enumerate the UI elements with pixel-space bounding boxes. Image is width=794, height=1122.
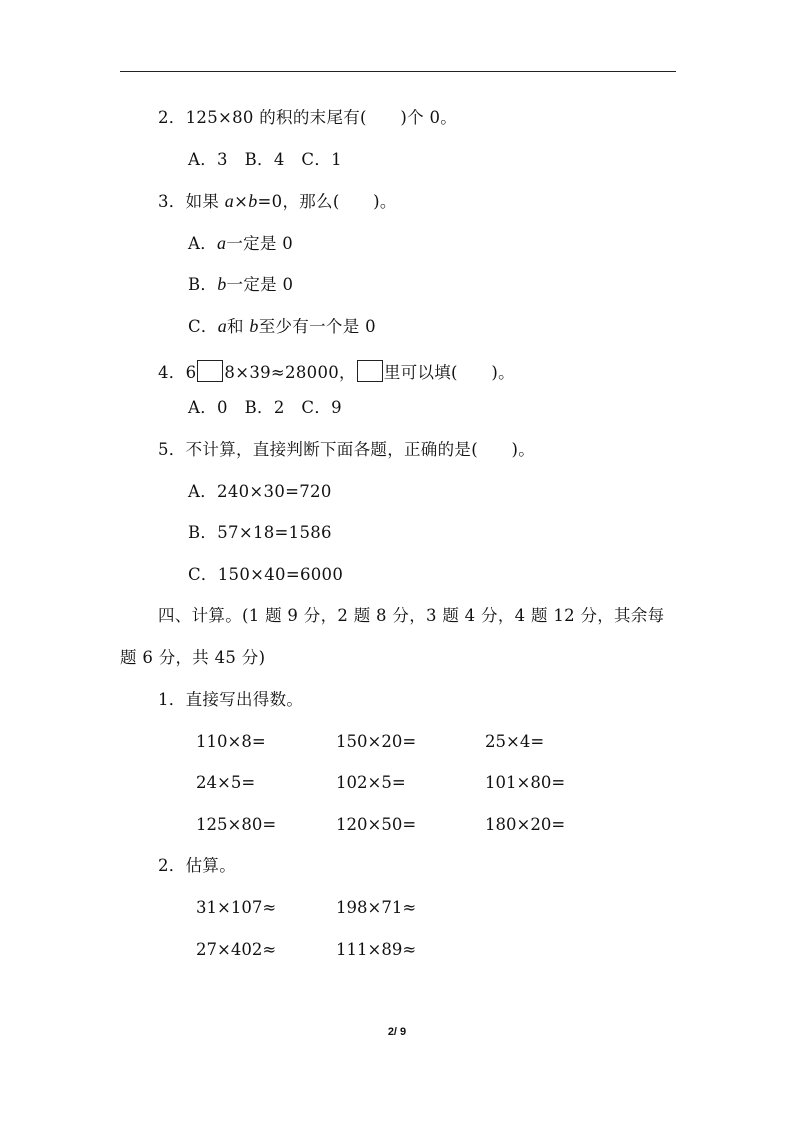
question-2: 2．125×80 的积的末尾有( )个 0。 xyxy=(158,108,458,127)
variable-b: b xyxy=(217,274,227,294)
page-number: 2/ 9 xyxy=(387,1026,407,1038)
calc-item: 125×80= xyxy=(196,815,277,834)
question-4-part2: 8×39≈28000， xyxy=(224,363,356,382)
times-sign: × xyxy=(234,192,249,211)
variable-b: b xyxy=(249,316,259,336)
question-2-options: A．3 B．4 C．1 xyxy=(188,150,342,169)
question-4-part3: 里可以填( )。 xyxy=(383,363,515,382)
question-3-prefix: 3．如果 xyxy=(158,192,225,211)
estimate-item: 27×402≈ xyxy=(196,940,277,959)
calc-1-title: 1．直接写出得数。 xyxy=(158,690,304,709)
blank-box xyxy=(197,360,223,382)
question-5-option-a: A．240×30=720 xyxy=(188,482,332,501)
question-4-part1: 4．6 xyxy=(158,363,197,382)
variable-a: a xyxy=(224,191,235,211)
calc-item: 180×20= xyxy=(485,815,566,834)
question-4 xyxy=(158,360,515,383)
question-4-options: A．0 B．2 C．9 xyxy=(188,398,342,417)
variable-a: a xyxy=(217,316,228,336)
estimate-item: 31×107≈ xyxy=(196,898,277,917)
question-5-option-b: B．57×18=1586 xyxy=(188,523,332,542)
variable-b: b xyxy=(248,191,258,211)
question-5-option-c: C．150×40=6000 xyxy=(188,565,344,584)
question-3 xyxy=(158,191,397,212)
question-3-option-a xyxy=(188,233,293,254)
calc-item: 110×8= xyxy=(196,732,266,751)
calc-item: 120×50= xyxy=(336,815,417,834)
calc-item: 102×5= xyxy=(336,773,406,792)
option-label: A． xyxy=(188,234,218,253)
option-text: 至少有一个是 0 xyxy=(258,317,376,336)
question-3-suffix: =0，那么( )。 xyxy=(257,192,397,211)
calc-item: 150×20= xyxy=(336,732,417,751)
blank-box xyxy=(357,360,383,382)
estimate-item: 111×89≈ xyxy=(336,940,417,959)
question-3-option-b xyxy=(188,274,293,295)
option-text: 一定是 0 xyxy=(226,234,294,253)
option-text: 一定是 0 xyxy=(226,275,294,294)
calc-item: 101×80= xyxy=(485,773,566,792)
option-label: C． xyxy=(188,317,218,336)
calc-item: 25×4= xyxy=(485,732,545,751)
calc-2-title: 2．估算。 xyxy=(158,856,236,875)
option-text: 和 xyxy=(227,317,250,336)
variable-a: a xyxy=(217,233,227,253)
question-3-option-c xyxy=(188,316,376,337)
option-label: B． xyxy=(188,275,218,294)
section-4-heading-line2: 题 6 分，共 45 分) xyxy=(120,648,266,667)
question-5: 5．不计算，直接判断下面各题，正确的是( )。 xyxy=(158,440,536,459)
header-rule xyxy=(120,71,676,72)
calc-item: 24×5= xyxy=(196,773,256,792)
section-4-heading-line1: 四、计算。(1 题 9 分，2 题 8 分，3 题 4 分，4 题 12 分，其余每 xyxy=(158,606,665,625)
estimate-item: 198×71≈ xyxy=(336,898,417,917)
